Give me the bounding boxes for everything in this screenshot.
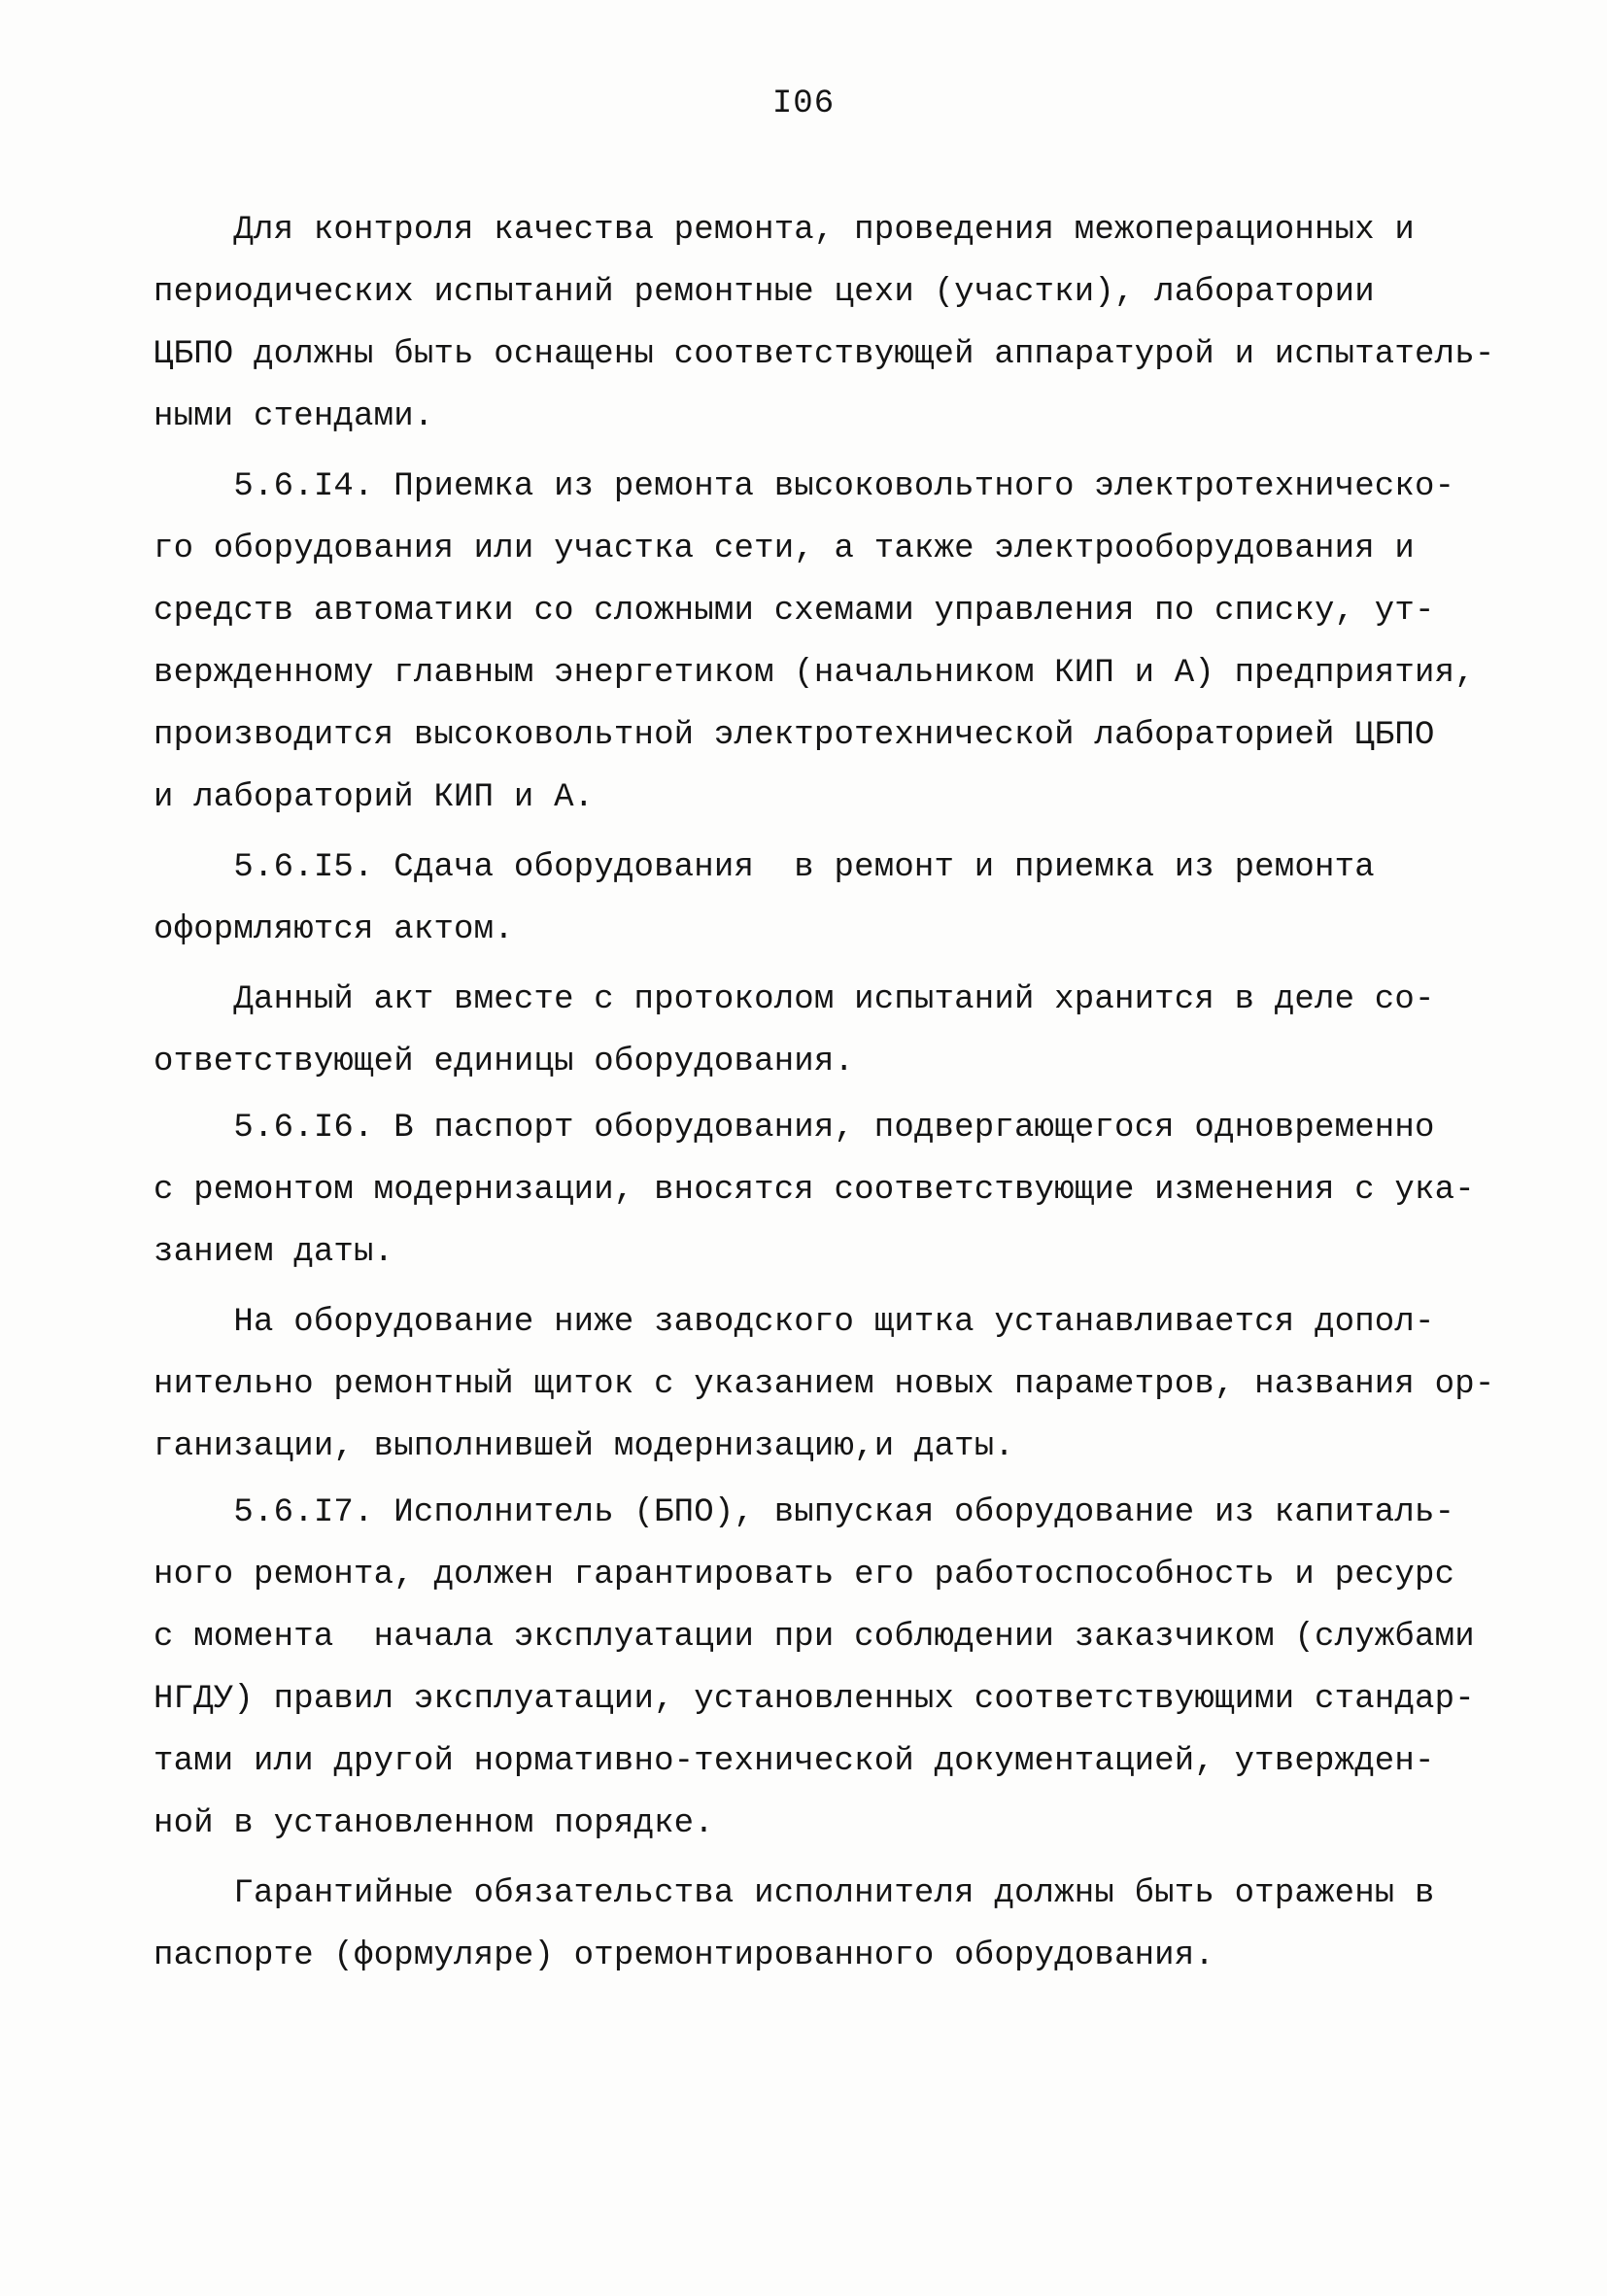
text-line: средств автоматики со сложными схемами управления по списку, ут-	[154, 593, 1435, 630]
text-line: производится высоковольтной электротехнической лабораторией ЦБПО	[154, 717, 1435, 754]
text-line: паспорте (формуляре) отремонтированного оборудования.	[154, 1937, 1214, 1974]
text-line: ЦБПО должны быть оснащены соответствующей аппаратурой и испытатель-	[154, 336, 1495, 373]
text-line: нительно ремонтный щиток с указанием новых параметров, названия ор-	[154, 1366, 1495, 1403]
text-line: ганизации, выполнившей модернизацию,и даты.	[154, 1428, 1014, 1465]
text-line: Для контроля качества ремонта, проведения межоперационных и	[154, 212, 1416, 249]
text-line: с момента начала эксплуатации при соблюдении заказчиком (службами	[154, 1619, 1475, 1656]
paragraph-warranty	[154, 1863, 1436, 1987]
paragraph-act-storage	[154, 969, 1436, 1093]
text-line: вержденному главным энергетиком (начальником КИП и А) предприятия,	[154, 655, 1475, 692]
text-line: с ремонтом модернизации, вносятся соответствующие изменения с ука-	[154, 1172, 1475, 1209]
document-body	[154, 199, 1495, 1987]
text-line: 5.6.I4. Приемка из ремонта высоковольтного электротехническо-	[154, 468, 1455, 505]
text-line: На оборудование ниже заводского щитка устанавливается допол-	[154, 1304, 1435, 1341]
text-line: и лабораторий КИП и А.	[154, 779, 595, 816]
text-line: ной в установленном порядке.	[154, 1805, 714, 1842]
page-number: I06	[771, 86, 836, 122]
text-line: ными стендами.	[154, 398, 434, 435]
text-line: Гарантийные обязательства исполнителя должны быть отражены в	[154, 1875, 1435, 1912]
text-line: ного ремонта, должен гарантировать его работоспособность и ресурс	[154, 1557, 1455, 1593]
paragraph-repair-plate	[154, 1291, 1495, 1478]
paragraph-5-6-17	[154, 1482, 1475, 1855]
text-line: ответствующей единицы оборудования.	[154, 1044, 855, 1080]
paragraph-5-6-15	[154, 837, 1436, 961]
text-line: Данный акт вместе с протоколом испытаний хранится в деле со-	[154, 981, 1435, 1018]
text-line: 5.6.I7. Исполнитель (БПО), выпуская оборудование из капиталь-	[154, 1494, 1455, 1531]
text-line: го оборудования или участка сети, а также электрооборудования и	[154, 531, 1416, 567]
text-line: 5.6.I6. В паспорт оборудования, подвергающегося одновременно	[154, 1110, 1435, 1147]
text-line: тами или другой нормативно-технической документацией, утвержден-	[154, 1743, 1435, 1780]
text-line: 5.6.I5. Сдача оборудования в ремонт и приемка из ремонта	[154, 849, 1375, 886]
paragraph-testing-equipment	[154, 199, 1495, 448]
text-line: занием даты.	[154, 1234, 394, 1271]
text-line: НГДУ) правил эксплуатации, установленных соответствующими стандар-	[154, 1681, 1475, 1718]
paragraph-5-6-14	[154, 456, 1475, 829]
text-line: оформляются актом.	[154, 911, 514, 948]
paragraph-5-6-16	[154, 1097, 1475, 1284]
text-line: периодических испытаний ремонтные цехи (участки), лаборатории	[154, 274, 1375, 311]
